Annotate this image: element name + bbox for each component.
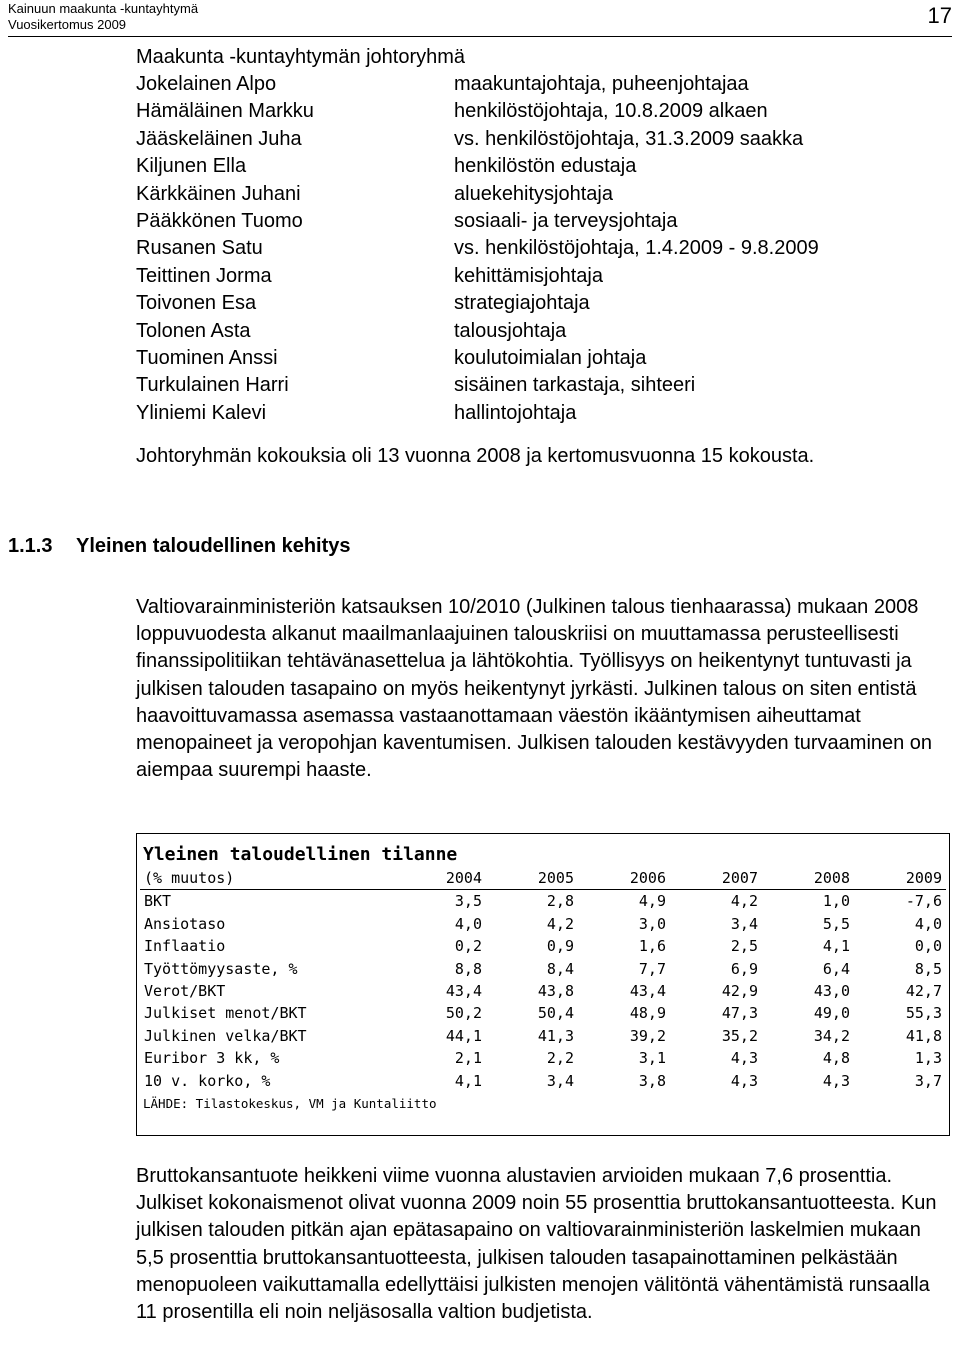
table-cell: 4,3: [822, 1071, 850, 1090]
table-cell: 43,8: [537, 982, 574, 1001]
member-list: [136, 71, 952, 427]
member-role: henkilöstön edustaja: [454, 155, 637, 178]
member-name: Jääskeläinen Juha: [136, 127, 302, 150]
table-year-header: 2009: [854, 867, 946, 890]
table-cell: 5,5: [822, 914, 850, 933]
member-row: [136, 290, 952, 317]
member-row: [136, 318, 952, 345]
table-cell: 7,7: [638, 959, 666, 978]
table-cell: 3,0: [638, 914, 666, 933]
table-cell: 49,0: [813, 1004, 850, 1023]
table-row: [140, 1025, 946, 1047]
member-name: Hämäläinen Markku: [136, 100, 314, 123]
table-cell: 8,4: [546, 959, 574, 978]
table-cell: 2,8: [546, 892, 574, 911]
table-cell: 3,5: [454, 892, 482, 911]
member-role: talousjohtaja: [454, 319, 567, 342]
header-organization: Kainuun maakunta -kuntayhtymä: [8, 1, 199, 16]
member-row: [136, 98, 952, 125]
table-row-label: Verot/BKT: [144, 982, 226, 1001]
table-cell: 4,8: [822, 1049, 850, 1068]
table-row-label: 10 v. korko, %: [144, 1071, 271, 1090]
page-number: 17: [927, 3, 952, 28]
table-cell: 4,2: [546, 914, 574, 933]
table-cell: 43,0: [813, 982, 850, 1001]
economy-paragraph-2: Bruttokansantuote heikkeni viime vuonna alustavien arvioiden mukaan 7,6 prosenttia. Julkiset kokonaismenot olivat vuonna 2009 noin 55 prosenttia bruttokansantuotteesta. Kun julkisen talouden pitkän ajan epätasapaino on valtiovarainministeriön laskelmien mukaan 5,5 prosenttia bruttokansantuotteesta, julkisen talouden tasapainottaminen pelkästään menopuoleen vaikuttamalla edellyttäisi julkisten menojen välitöntä vähentämistä runsaalla 11 prosentilla eli noin neljäsosalla valtion budjetista.: [136, 1165, 937, 1324]
member-role: aluekehitysjohtaja: [454, 182, 613, 205]
board-title: Maakunta -kuntayhtymän johtoryhmä: [136, 46, 466, 68]
table-cell: 6,9: [730, 959, 758, 978]
header-document-title: Vuosikertomus 2009: [8, 17, 127, 32]
member-name: Kiljunen Ella: [136, 155, 247, 178]
member-row: [136, 263, 952, 290]
table-source: LÄHDE: Tilastokeskus, VM ja Kuntaliitto: [143, 1096, 437, 1111]
table-row: [140, 913, 946, 935]
table-row-label: Julkiset menot/BKT: [144, 1004, 307, 1023]
member-row: [136, 372, 952, 399]
table-cell: 2,1: [454, 1049, 482, 1068]
table-cell: 44,1: [445, 1026, 482, 1045]
table-cell: 48,9: [629, 1004, 666, 1023]
table-cell: 8,5: [914, 959, 942, 978]
table-cell: 55,3: [905, 1004, 942, 1023]
table-unit-label: (% muutos): [140, 867, 394, 890]
table-cell: 0,9: [546, 937, 574, 956]
table-row-label: Inflaatio: [144, 937, 226, 956]
table-cell: 2,2: [546, 1049, 574, 1068]
table-cell: 4,3: [730, 1071, 758, 1090]
table-cell: 4,2: [730, 892, 758, 911]
member-name: Tuominen Anssi: [136, 347, 278, 370]
member-role: vs. henkilöstöjohtaja, 1.4.2009 - 9.8.2009: [454, 237, 819, 260]
table-cell: 4,9: [638, 892, 666, 911]
section-title: Yleinen taloudellinen kehitys: [76, 535, 351, 557]
member-role: sosiaali- ja terveysjohtaja: [454, 210, 678, 233]
table-row-label: Julkinen velka/BKT: [144, 1026, 307, 1045]
table-cell: 3,4: [546, 1071, 574, 1090]
table-cell: 35,2: [721, 1026, 758, 1045]
table-cell: 42,7: [905, 982, 942, 1001]
table-cell: 4,1: [822, 937, 850, 956]
table-row-label: Työttömyysaste, %: [144, 959, 298, 978]
table-cell: 42,9: [721, 982, 758, 1001]
member-name: Jokelainen Alpo: [136, 73, 277, 95]
member-name: Tolonen Asta: [136, 319, 251, 342]
table-cell: 1,3: [914, 1049, 942, 1068]
page-header: [8, 0, 952, 37]
table-cell: 0,2: [454, 937, 482, 956]
table-row: [140, 980, 946, 1002]
table-cell: 8,8: [454, 959, 482, 978]
table-cell: 1,6: [638, 937, 666, 956]
member-row: [136, 345, 952, 372]
member-role: strategiajohtaja: [454, 292, 590, 315]
board-section: [136, 44, 952, 470]
section-number: 1.1.3: [8, 535, 53, 557]
table-row: [140, 1070, 946, 1092]
member-role: sisäinen tarkastaja, sihteeri: [454, 374, 696, 397]
member-name: Kärkkäinen Juhani: [136, 182, 301, 205]
table-cell: 47,3: [721, 1004, 758, 1023]
meetings-note: Johtoryhmän kokouksia oli 13 vuonna 2008 ja kertomusvuonna 15 kokousta.: [136, 445, 815, 468]
member-name: Rusanen Satu: [136, 237, 263, 260]
member-role: maakuntajohtaja, puheenjohtajaa: [454, 73, 749, 95]
table-cell: 3,1: [638, 1049, 666, 1068]
table-cell: 4,1: [454, 1071, 482, 1090]
table-year-header: 2008: [762, 867, 854, 890]
table-row: [140, 1002, 946, 1024]
table-year-header: 2005: [486, 867, 578, 890]
table-cell: -7,6: [905, 892, 942, 911]
table-row-label: Ansiotaso: [144, 914, 226, 933]
table-row-label: BKT: [144, 892, 172, 911]
table-row: [140, 935, 946, 957]
table-title: Yleinen taloudellinen tilanne: [143, 844, 458, 865]
member-row: [136, 71, 952, 98]
member-name: Pääkkönen Tuomo: [136, 210, 303, 233]
table-cell: 43,4: [629, 982, 666, 1001]
table-cell: 2,5: [730, 937, 758, 956]
economy-paragraph-1: Valtiovarainministeriön katsauksen 10/2010 (Julkinen talous tienhaarassa) mukaan 2008 loppuvuodesta alkanut maailmanlaajuinen talouskriisi on muuttamassa perusteellisesti finanssipolitiikan tehtävänasettelua ja lähtökohtia. Työllisyys on heikentynyt tuntuvasti ja julkisen talouden tasapaino on myös heikentynyt jyrkästi. Julkinen talous on siten entistä haavoittuvamassa asemassa vastaanottamaan väestön ikääntymisen aiheuttamat menopaineet ja veropohjan kaventumisen. Julkisen talouden kestävyyden turvaaminen on aiempaa suurempi haaste.: [136, 596, 933, 782]
member-role: hallintojohtaja: [454, 401, 577, 424]
table-cell: 41,8: [905, 1026, 942, 1045]
table-cell: 3,8: [638, 1071, 666, 1090]
member-name: Turkulainen Harri: [136, 374, 289, 397]
table-row-label: Euribor 3 kk, %: [144, 1049, 280, 1068]
member-name: Yliniemi Kalevi: [136, 401, 267, 424]
table-cell: 41,3: [537, 1026, 574, 1045]
member-role: vs. henkilöstöjohtaja, 31.3.2009 saakka: [454, 127, 804, 150]
table-cell: 6,4: [822, 959, 850, 978]
table-row: [140, 890, 946, 913]
table-cell: 3,7: [914, 1071, 942, 1090]
table-cell: 34,2: [813, 1026, 850, 1045]
member-name: Teittinen Jorma: [136, 264, 272, 287]
table-cell: 50,4: [537, 1004, 574, 1023]
member-role: henkilöstöjohtaja, 10.8.2009 alkaen: [454, 100, 768, 123]
member-row: [136, 126, 952, 153]
table-year-header: 2004: [394, 867, 486, 890]
table-row: [140, 958, 946, 980]
member-row: [136, 208, 952, 235]
member-row: [136, 153, 952, 180]
table-year-header: 2007: [670, 867, 762, 890]
table-cell: 4,0: [914, 914, 942, 933]
member-name: Toivonen Esa: [136, 292, 257, 315]
table-cell: 50,2: [445, 1004, 482, 1023]
table-row: [140, 1047, 946, 1069]
member-row: [136, 181, 952, 208]
table-year-header: 2006: [578, 867, 670, 890]
economic-situation-table: [140, 867, 946, 1092]
member-role: kehittämisjohtaja: [454, 264, 603, 287]
economic-situation-table-box: [136, 833, 950, 1136]
table-cell: 3,4: [730, 914, 758, 933]
section-heading: [8, 533, 351, 560]
table-cell: 43,4: [445, 982, 482, 1001]
table-cell: 4,0: [454, 914, 482, 933]
member-row: [136, 235, 952, 262]
table-cell: 0,0: [914, 937, 942, 956]
member-role: koulutoimialan johtaja: [454, 347, 647, 370]
table-cell: 39,2: [629, 1026, 666, 1045]
table-cell: 4,3: [730, 1049, 758, 1068]
table-header-row: [140, 867, 946, 890]
table-cell: 1,0: [822, 892, 850, 911]
member-row: [136, 400, 952, 427]
